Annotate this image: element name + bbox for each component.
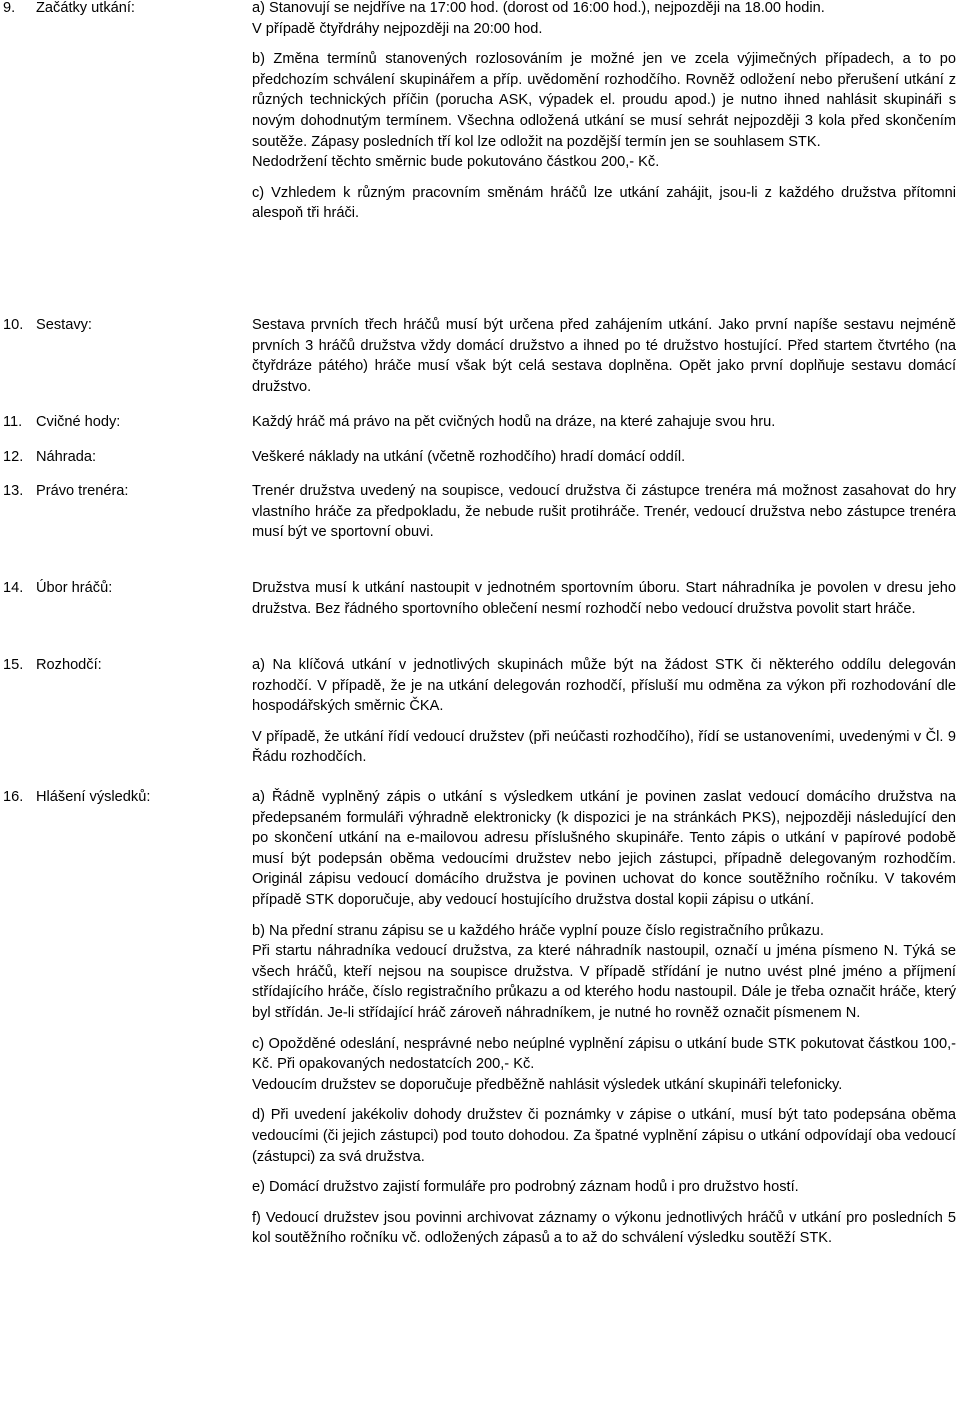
section-number: 11. <box>3 414 23 430</box>
section-body <box>252 655 956 768</box>
paragraph-line: Vedoucím družstev se doporučuje předběžně nahlásit výsledek utkání skupináři telefonicky. <box>252 1076 843 1093</box>
section-body <box>252 447 956 468</box>
section-number: 10. <box>3 317 24 333</box>
paragraph-line: b) Na přední stranu zápisu se u každého hráče vyplní pouze číslo registračního průkazu. <box>252 922 824 939</box>
paragraph <box>252 1034 956 1096</box>
section-title: Úbor hráčů: <box>36 580 113 596</box>
paragraph-line: a) Na klíčová utkání v jednotlivých skupinách může být na žádost STK či některého oddílu delegován rozhodčí. V případě, že je na utkání delegován rozhodčí, přísluší mu odměna za výkon při rozhodování dle hospodářských směrnic ČKA. <box>252 657 956 715</box>
section-body <box>252 0 956 224</box>
paragraph-line: a) Stanovují se nejdříve na 17:00 hod. (dorost od 16:00 hod.), nejpozději na 18.00 hodin. <box>252 0 825 16</box>
paragraph-line: c) Vzhledem k různým pracovním směnám hráčů lze utkání zahájit, jsou-li z každého družstva přítomni alespoň tři hráči. <box>252 184 956 222</box>
paragraph <box>252 1177 956 1198</box>
section-heading <box>0 447 96 468</box>
paragraph-line: a) Řádně vyplněný zápis o utkání s výsledkem utkání je povinen zaslat vedoucí domácího družstva na předepsaném formuláři výhradně elektronicky (k dispozici je na stránkách PKS), nejpozději následující den po skončení utkání na e-mailovou adresu příslušného skupináře. Tento zápis o utkání v papírové podobě musí být podepsán oběma vedoucími družstev nebo jejich zástupci, případně delegovaným rozhodčím. Originál zápisu vedoucí domácího družstva je povinen uchovat do konce soutěžního ročníku. V takovém případě STK doporučuje, aby vedoucí hostujícího družstva dostal kopii zápisu o utkání. <box>252 789 956 908</box>
paragraph <box>252 655 956 717</box>
paragraph-line: c) Opožděné odeslání, nesprávné nebo neúplné vyplnění zápisu o utkání bude STK pokutovat částkou 100,- Kč. Při opakovaných nedostatcích 200,- Kč. <box>252 1035 956 1073</box>
section-heading <box>0 481 128 502</box>
section-body <box>252 315 956 397</box>
paragraph-line: V případě, že utkání řídí vedoucí družstev (při neúčasti rozhodčího), řídí se ustanoveními, uvedenými v Čl. 9 Řádu rozhodčích. <box>252 728 956 766</box>
paragraph-line: Sestava prvních třech hráčů musí být určena před zahájením utkání. Jako první napíše sestavu nejméně prvních 3 hráčů družstva vždy domácí družstvo a ihned po té družstvo hostující. Před startem čtvrtého (na čtyřdráze pátého) hráče musí však být celá sestava doplněna. Opět jako první doplňuje sestavu domácí družstvo. <box>252 317 956 395</box>
paragraph <box>252 481 956 543</box>
section-title: Sestavy: <box>36 317 92 333</box>
paragraph-line: d) Při uvedení jakékoliv dohody družstev či poznámky v zápise o utkání, musí být tato podepsána oběma vedoucími (či jejich zástupci) pod touto dohodou. Za špatné vyplnění zápisu o utkání odpovídají oba vedoucí (zástupci) za svá družstva. <box>252 1107 956 1165</box>
section-number: 9. <box>3 0 16 16</box>
section-title: Právo trenéra: <box>36 483 129 499</box>
section-body <box>252 412 956 433</box>
paragraph-line: Družstva musí k utkání nastoupit v jednotném sportovním úboru. Start náhradníka je povolen v dresu jeho družstva. Bez řádného sportovního oblečení nesmí rozhodčí nebo vedoucí družstva povolit start hráče. <box>252 580 956 617</box>
paragraph <box>252 921 956 1024</box>
paragraph-line: Při startu náhradníka vedoucí družstva, za které náhradník nastoupil, označí u jména písmeno N. Týká se všech hráčů, kteří nejsou na soupisce družstva. V případě střídání je nutno uvést plné jméno a příjmení střídajícího hráče, číslo registračního průkazu a od kterého hodu nastoupil. Dále je třeba označit hráče, který byl střídán. Je-li střídající hráč zároveň náhradníkem, je nutné ho rovněž označit písmenem N. <box>252 943 956 1021</box>
paragraph-line: Trenér družstva uvedený na soupisce, vedoucí družstva či zástupce trenéra má možnost zasahovat do hry vlastního hráče za předpokladu, že nebude rušit protihráče. Trenér, vedoucí družstva nebo zástupce trenéra musí být ve sportovní obuvi. <box>252 483 956 541</box>
paragraph <box>252 1105 956 1167</box>
section-heading <box>0 578 112 599</box>
paragraph <box>252 727 956 768</box>
paragraph <box>252 412 956 433</box>
section-title: Náhrada: <box>36 449 97 465</box>
paragraph <box>252 1208 956 1249</box>
paragraph-line: Veškeré náklady na utkání (včetně rozhodčího) hradí domácí oddíl. <box>252 449 686 465</box>
section-number: 15. <box>3 657 24 673</box>
section-title: Začátky utkání: <box>36 0 135 16</box>
paragraph-line: V případě čtyřdráhy nejpozději na 20:00 hod. <box>252 20 543 37</box>
paragraph <box>252 578 956 619</box>
section-title: Hlášení výsledků: <box>36 789 151 805</box>
paragraph-line: e) Domácí družstvo zajistí formuláře pro podrobný záznam hodů i pro družstvo hostí. <box>252 1179 799 1196</box>
paragraph <box>252 49 956 173</box>
paragraph-line: Nedodržení těchto směrnic bude pokutováno částkou 200,- Kč. <box>252 154 660 171</box>
paragraph <box>252 183 956 224</box>
section-number: 12. <box>3 449 24 465</box>
section-body <box>252 578 956 619</box>
section-heading <box>0 787 150 808</box>
section-title: Cvičné hody: <box>36 414 121 430</box>
paragraph-line: b) Změna termínů stanovených rozlosováním je možné jen ve zcela výjimečných případech, a to po předchozím schválení skupinářem a příp. uvědomění rozhodčího. Rovněž odložení nebo přerušení utkání z různých technických příčin (porucha ASK, výpadek el. proudu apod.) je nutno ihned nahlásit skupináři s novým dohodnutým termínem. Všechna odložená utkání se musí sehrát nejpozději 3 kola před skončením soutěže. Zápasy posledních tří kol lze odložit na pozdější termín jen se souhlasem STK. <box>252 51 956 150</box>
paragraph-line: Každý hráč má právo na pět cvičných hodů na dráze, na které zahajuje svou hru. <box>252 414 776 430</box>
paragraph <box>252 0 956 39</box>
section-number: 16. <box>3 789 24 805</box>
section-body <box>252 787 956 1249</box>
section-number: 13. <box>3 483 24 499</box>
section-heading <box>0 0 135 19</box>
section-number: 14. <box>3 580 24 596</box>
section-heading <box>0 655 102 676</box>
paragraph <box>252 447 956 468</box>
section-heading <box>0 315 92 336</box>
section-title: Rozhodčí: <box>36 657 102 673</box>
paragraph <box>252 787 956 911</box>
paragraph-line: f) Vedoucí družstev jsou povinni archivovat záznamy o výkonu jednotlivých hráčů v utkání pro posledních 5 kol soutěžního ročníku vč. odložených zápasů a to až do schválení výsledku soutěží STK. <box>252 1209 956 1247</box>
section-body <box>252 481 956 543</box>
section-heading <box>0 412 120 433</box>
paragraph <box>252 315 956 397</box>
